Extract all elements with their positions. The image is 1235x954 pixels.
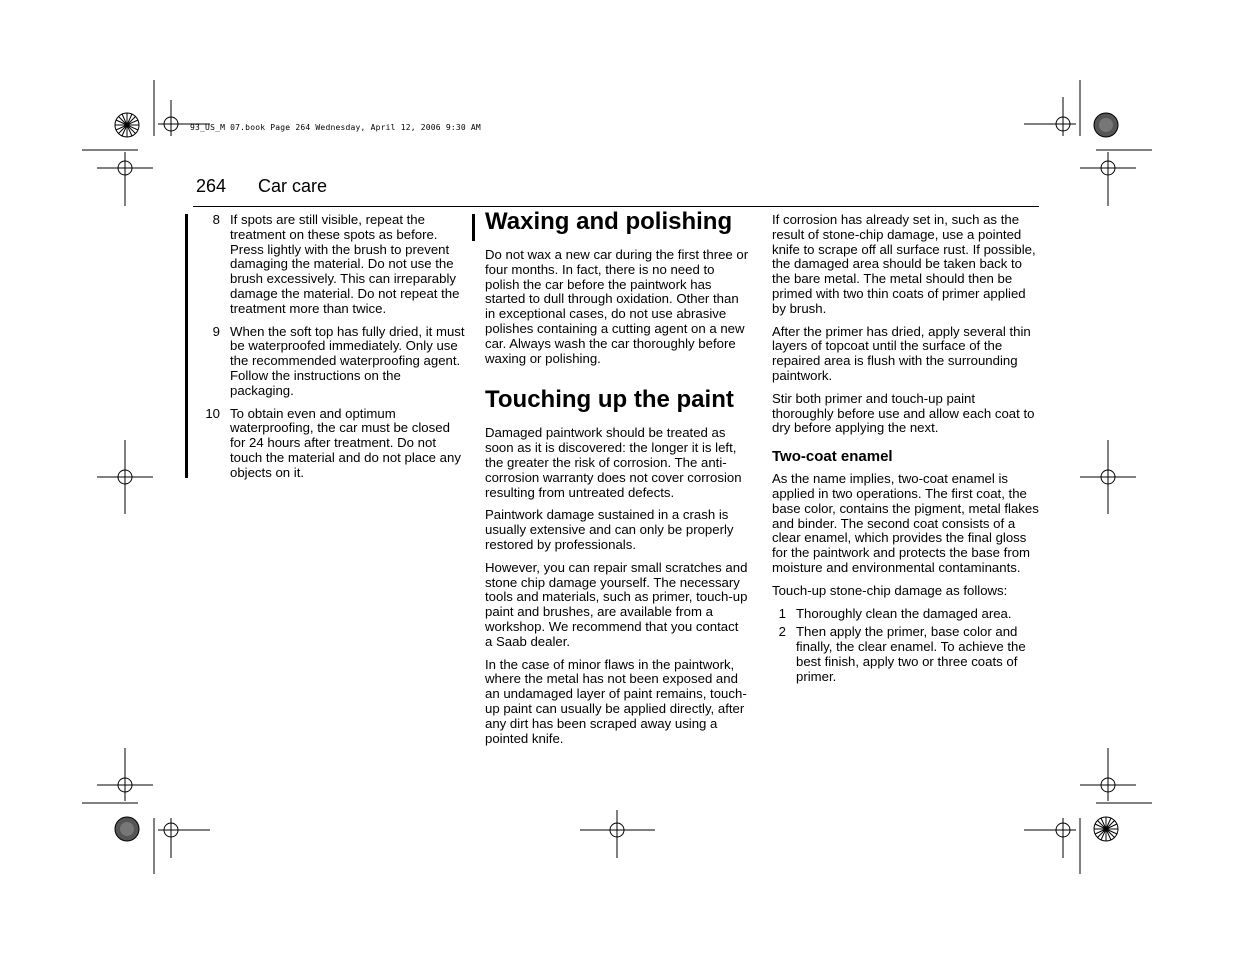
item-text: If spots are still visible, repeat the treatment on these spots as before. Press lightly with the brush to prevent damaging the material. Do not use the brush excessively. This can irreparably damage the material. Do not repeat the treatment more than twice.: [230, 212, 460, 316]
header-rule: [193, 206, 1039, 207]
page-header: [196, 176, 327, 197]
page-number: 264: [196, 176, 227, 196]
item-number: 9: [212, 323, 220, 339]
heading-two-coat-enamel: Two-coat enamel: [772, 448, 893, 466]
paragraph: After the primer has dried, apply several thin layers of topcoat until the surface of the repaired area is flush with the surrounding paintwork.: [772, 323, 1031, 383]
item-text: To obtain even and optimum waterproofing, the car must be closed for 24 hours after treatment. Do not touch the material and do not place any objects on it.: [230, 405, 461, 480]
middle-column: [485, 208, 749, 754]
paragraph: Paintwork damage sustained in a crash is usually extensive and can only be properly restored by professionals.: [485, 507, 734, 552]
item-number: 8: [212, 212, 220, 227]
heading-waxing: Waxing and polishing: [485, 208, 733, 235]
paragraph: Stir both primer and touch-up paint thoroughly before use and allow each coat to dry before applying the next.: [772, 390, 1035, 436]
paragraph: However, you can repair small scratches and stone chip damage yourself. The necessary tools and materials, such as primer, touch-up paint and brushes, are available from a workshop. We recommend that you contact a Saab dealer.: [485, 559, 748, 649]
list-item: [772, 607, 1039, 622]
steps-list: [772, 607, 1039, 685]
paragraph: If corrosion has already set in, such as the result of stone-chip damage, use a pointed knife to scrape off all surface rust. If possible, the damaged area should be taken back to the bare metal. The metal should then be primed with two thin coats of primer applied by brush.: [772, 212, 1036, 316]
print-slug: 93_US_M 07.book Page 264 Wednesday, April 12, 2006 9:30 AM: [190, 123, 481, 132]
heading-change-bar: [472, 214, 475, 241]
paragraph: Damaged paintwork should be treated as soon as it is discovered: the longer it is left, the greater the risk of corrosion. The anti-corrosion warranty does not cover corrosion resulting from untreated defects.: [485, 425, 742, 500]
change-bar: [185, 214, 188, 478]
list-item: [196, 325, 466, 399]
left-column: [196, 213, 466, 489]
paragraph: As the name implies, two-coat enamel is applied in two operations. The first coat, the base color, contains the pigment, metal flakes and binder. The second coat consists of a clear enamel, which provides the final gloss for the paintwork and protects the base from moisture and environmental contaminants.: [772, 471, 1039, 575]
paragraph: Do not wax a new car during the first three or four months. In fact, there is no need to polish the car before the paintwork has started to dull through oxidation. Other than in exceptional cases, do not use abrasive polishes containing a cutting agent on a new car. Always wash the car thoroughly before waxing or polishing.: [485, 247, 749, 366]
item-number: 2: [778, 624, 786, 640]
item-number: 1: [778, 605, 786, 621]
section-title: Car care: [258, 176, 328, 196]
item-text: When the soft top has fully dried, it must be waterproofed immediately. Only use the recommended waterproofing agent. Follow the instructions on the packaging.: [230, 323, 465, 398]
paragraph: In the case of minor flaws in the paintwork, where the metal has not been exposed and an undamaged layer of paint remains, touch-up paint can usually be applied directly, after any dirt has been scraped away using a pointed knife.: [485, 656, 747, 746]
item-text: Thoroughly clean the damaged area.: [796, 605, 1012, 621]
list-item: [196, 407, 466, 481]
right-column: [772, 213, 1039, 689]
item-number: 10: [205, 405, 220, 421]
paragraph: Touch-up stone-chip damage as follows:: [772, 582, 1008, 598]
list-item: [772, 625, 1039, 684]
item-text: Then apply the primer, base color and finally, the clear enamel. To achieve the best finish, apply two or three coats of primer.: [796, 624, 1026, 684]
heading-touching-up: Touching up the paint: [485, 386, 734, 414]
list-item: [196, 213, 466, 317]
